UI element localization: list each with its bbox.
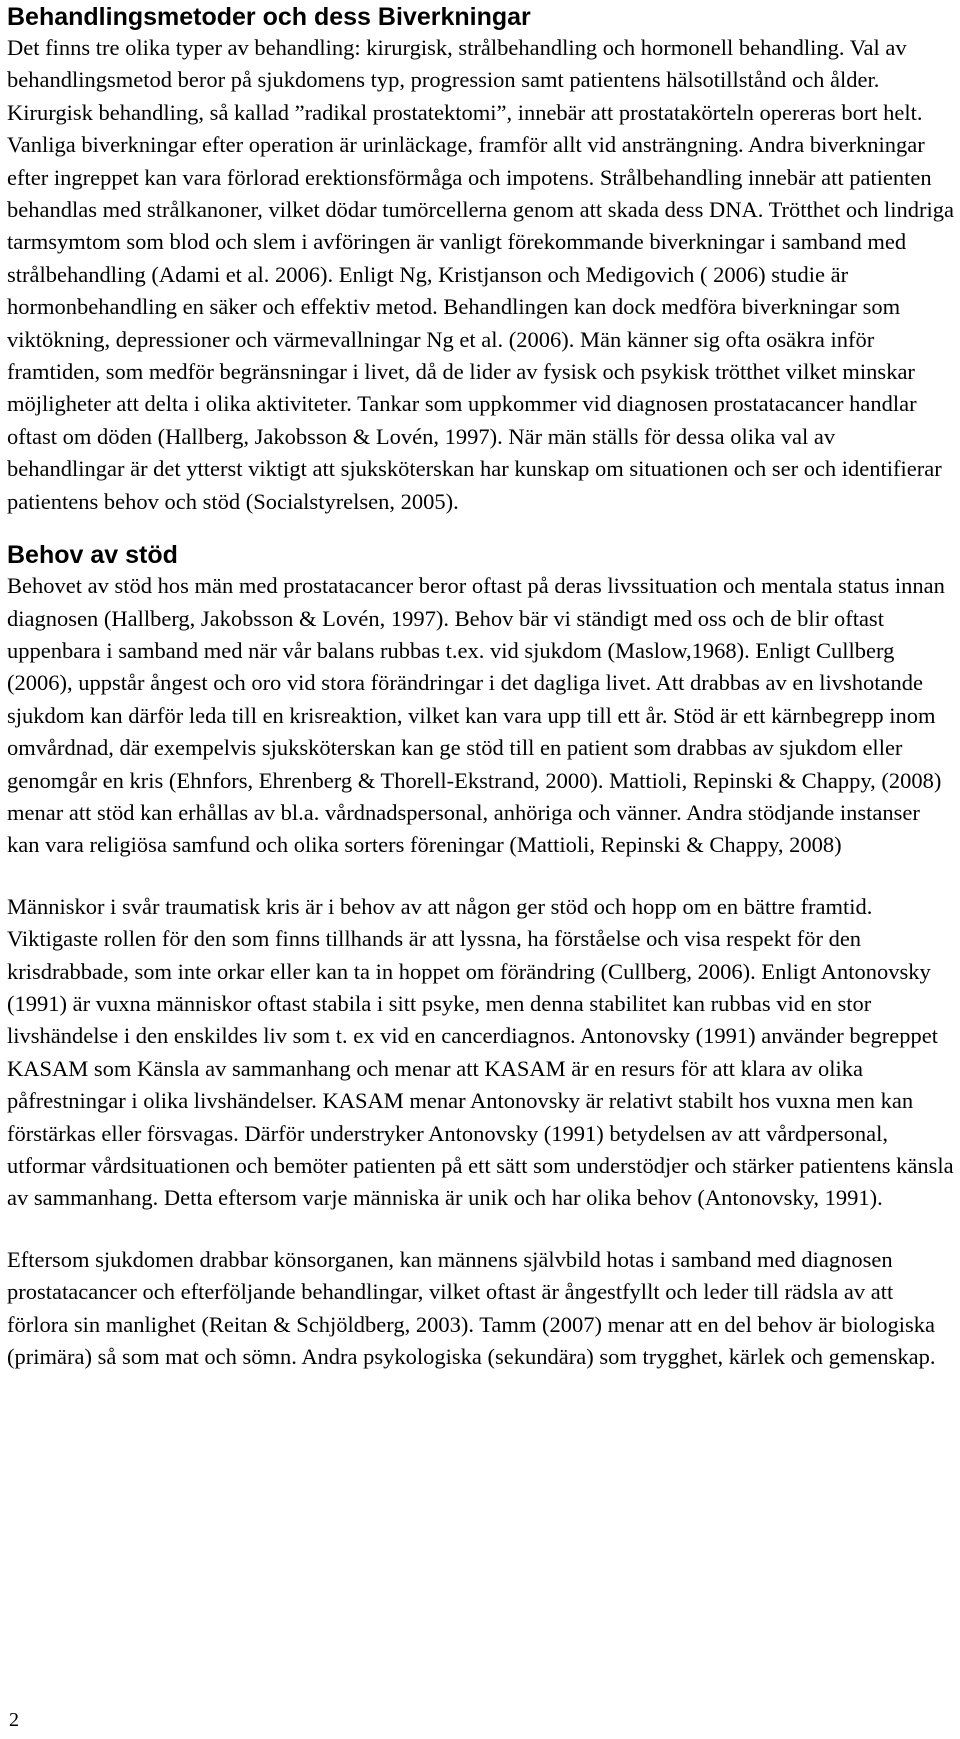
paragraph-support-1: Behovet av stöd hos män med prostatacancer beror oftast på deras livssituation och mentala status innan diagnosen (Hallberg, Jakobsson & Lovén, 1997). Behov bär vi ständigt med oss och de blir oftast uppenbara i samband med när vår balans rubbas t.ex. vid sjukdom (Maslow,1968). Enligt Cullberg (2006), uppstår ångest och oro vid stora förändringar i det dagliga livet. Att drabbas av en livshotande sjukdom kan därför leda till en krisreaktion, vilket kan vara upp till ett år. Stöd är ett kärnbegrepp inom omvårdnad, där exempelvis sjuksköterskan kan ge stöd till en patient som drabbas av sjukdom eller genomgår en kris (Ehnfors, Ehrenberg & Thorell-Ekstrand, 2000). Mattioli, Repinski & Chappy, (2008) menar att stöd kan erhållas av bl.a. vårdnadspersonal, anhöriga och vänner. Andra stödjande instanser kan vara religiösa samfund och olika sorters föreningar (Mattioli, Repinski & Chappy, 2008) bbox=[7, 573, 945, 858]
paragraph-support-3: Eftersom sjukdomen drabbar könsorganen, kan männens självbild hotas i samband med diagnosen prostatacancer och efterföljande behandlingar, vilket oftast är ångestfyllt och leder till rädsla av att förlora sin manlighet (Reitan & Schjöldberg, 2003). Tamm (2007) menar att en del behov är biologiska (primära) så som mat och sömn. Andra psykologiska (sekundära) som trygghet, kärlek och gemenskap. bbox=[7, 1246, 936, 1370]
section-heading-support: Behov av stöd bbox=[7, 541, 178, 570]
document-page bbox=[7, 0, 955, 1373]
page-number: 2 bbox=[9, 1709, 19, 1731]
paragraph-treatment: Det finns tre olika typer av behandling: kirurgisk, strålbehandling och hormonell behandling. Val av behandlingsmetod beror på sjukdomens typ, progression samt patientens hälsotillstånd och ålder. Kirurgisk behandling, så kallad ”radikal prostatektomi”, innebär att prostatakörteln opereras bort helt. Vanliga biverkningar efter operation är urinläckage, framför allt vid ansträngning. Andra biverkningar efter ingreppet kan vara förlorad erektionsförmåga och impotens. Strålbehandling innebär att patienten behandlas med strålkanoner, vilket dödar tumörcellerna genom att skada dess DNA. Trötthet och lindriga tarmsymtom som blod och slem i avföringen är vanligt förekommande biverkningar i samband med strålbehandling (Adami et al. 2006). Enligt Ng, Kristjanson och Medigovich ( 2006) studie är hormonbehandling en säker och effektiv metod. Behandlingen kan dock medföra biverkningar som viktökning, depressioner och värmevallningar Ng et al. (2006). Män känner sig ofta osäkra inför framtiden, som medför begränsningar i livet, då de lider av fysisk och psykisk trötthet vilket minskar möjligheter att delta i olika aktiviteter. Tankar som uppkommer vid diagnosen prostatacancer handlar oftast om döden (Hallberg, Jakobsson & Lovén, 1997). När män ställs för dessa olika val av behandlingar är det ytterst viktigt att sjuksköterskan har kunskap om situationen och ser och identifierar patientens behov och stöd (Socialstyrelsen, 2005). bbox=[7, 35, 954, 514]
paragraph-support-2: Människor i svår traumatisk kris är i behov av att någon ger stöd och hopp om en bättre framtid. Viktigaste rollen för den som finns tillhands är att lyssna, ha förståelse och visa respekt för den krisdrabbade, som inte orkar eller kan ta in hoppet om förändring (Cullberg, 2006). Enligt Antonovsky (1991) är vuxna människor oftast stabila i sitt psyke, men denna stabilitet kan rubbas vid en stor livshändelse i den enskildes liv som t. ex vid en cancerdiagnos. Antonovsky (1991) använder begreppet KASAM som Känsla av sammanhang och menar att KASAM är en resurs för att klara av olika påfrestningar i olika livshändelser. KASAM menar Antonovsky är relativt stabilt hos vuxna men kan förstärkas eller försvagas. Därför understryker Antonovsky (1991) betydelsen av att vårdpersonal, utformar vårdsituationen och bemöter patienten på ett sätt som understödjer och stärker patientens känsla av sammanhang. Detta eftersom varje människa är unik och har olika behov (Antonovsky, 1991). bbox=[7, 893, 954, 1211]
section-heading-treatment: Behandlingsmetoder och dess Biverkningar bbox=[7, 3, 531, 31]
